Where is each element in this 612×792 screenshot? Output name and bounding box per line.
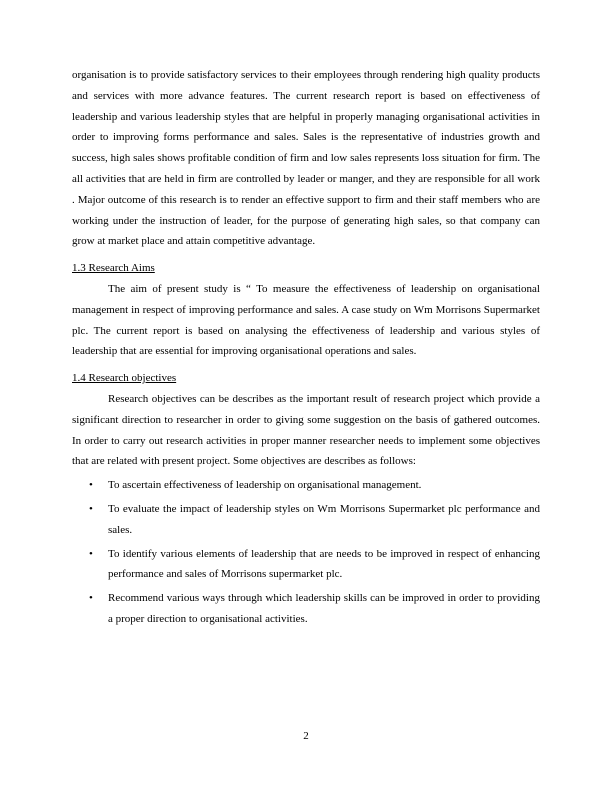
list-item-text: To evaluate the impact of leadership styles on Wm Morrisons Supermarket plc performance and sales. (108, 502, 540, 536)
intro-paragraph: organisation is to provide satisfactory services to their employees through rendering high quality products and services with more advance features. The current research report is based on effectiveness of leadership and various leadership styles that are helpful in properly managing organisational activities in order to improving forms performance and sales. Sales is the representative of industries growth and success, high sales shows profitable condition of firm and low sales represents loss situation for firm. The all activities that are held in firm are controlled by leader or manger, and they are responsible for all work . Major outcome of this research is to render an effective support to firm and their staff members who are working under the instruction of leader, for the purpose of generating high sales, so that company can grow at market place and attain competitive advantage. (72, 69, 540, 248)
bullet-icon: • (89, 502, 93, 515)
list-item-text: Recommend various ways through which leadership skills can be improved in order to providing a proper direction to organisational activities. (108, 592, 540, 625)
bullet-icon: • (89, 592, 93, 605)
list-item-text: To identify various elements of leadership that are needs to be improved in respect of enhancing performance and sales of Morrisons supermarket plc. (108, 547, 540, 581)
list-item (72, 588, 540, 630)
research-objectives-heading: 1.4 Research objectives (72, 372, 177, 385)
bullet-icon: • (89, 547, 93, 560)
document-body (72, 65, 540, 630)
objectives-list (72, 475, 540, 630)
research-aims-heading: 1.3 Research Aims (72, 262, 155, 275)
bullet-icon: • (89, 479, 93, 492)
research-aims-paragraph: The aim of present study is “ To measure the effectiveness of leadership on organisational management in respect of improving performance and sales. A case study on Wm Morrisons Supermarket plc. The current report is based on analysing the effectiveness of leadership and various styles of leadership that are essential for improving organisational operations and sales. (72, 282, 540, 358)
list-item (72, 475, 540, 496)
list-item (72, 544, 540, 586)
page-number: 2 (303, 730, 309, 742)
research-objectives-paragraph: Research objectives can be describes as the important result of research project which provide a significant direction to researcher in order to giving some suggestion on the basis of gathered outcomes. In order to carry out research activities in proper manner researcher needs to implement some objectives that are related with present project. Some objectives are describes as follows: (72, 392, 540, 468)
list-item-text: To ascertain effectiveness of leadership on organisational management. (108, 479, 422, 492)
list-item (72, 499, 540, 541)
